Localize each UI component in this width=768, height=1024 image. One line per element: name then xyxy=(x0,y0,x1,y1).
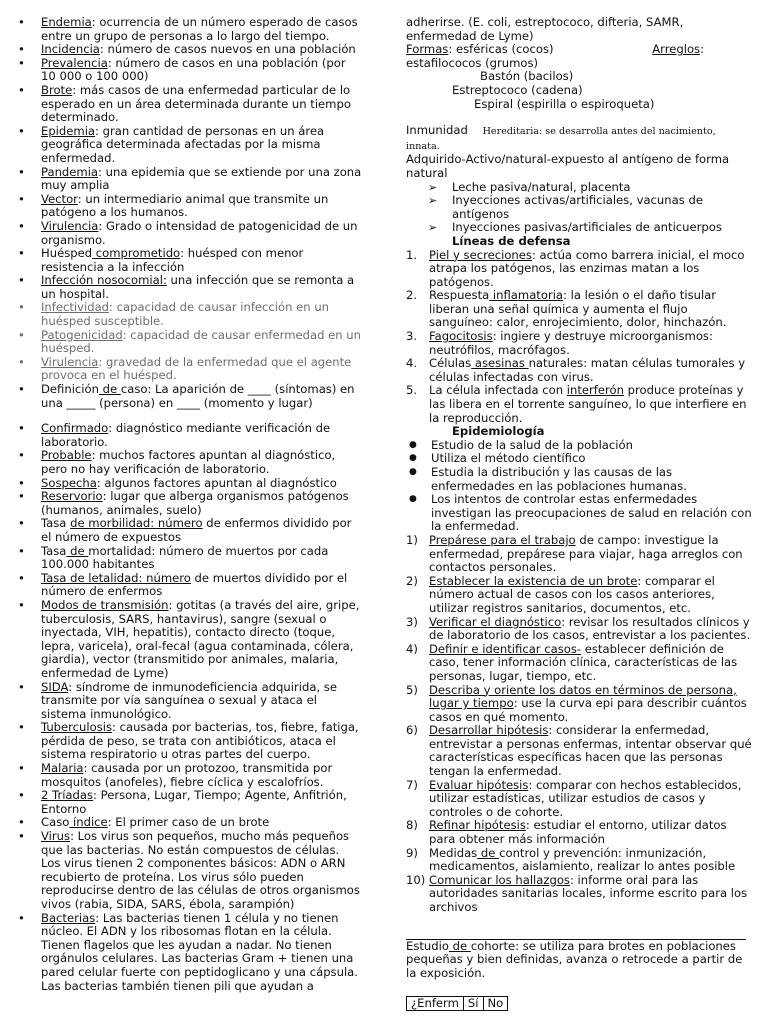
item-term: índice xyxy=(69,815,108,830)
item-term: Refinar hipótesis xyxy=(429,818,526,833)
lineas-heading: Líneas de defensa xyxy=(452,233,571,248)
list-item xyxy=(16,274,362,301)
list-item: ● Utiliza el método científico xyxy=(406,452,752,466)
list-item: ● Estudia la distribución y las causas de las enfermedades en las poblaciones humanas. xyxy=(406,466,752,493)
item-definition: de muertos dividido por el número de enfermos xyxy=(41,570,348,599)
table-cell-si: Sí xyxy=(463,997,483,1011)
outbreak-steps-list xyxy=(406,534,752,915)
item-definition: produce proteínas y las libera en el torrente sanguíneo, lo que interfiere en la reproducción. xyxy=(429,383,747,425)
item-prefix: Tasa xyxy=(41,516,71,531)
item-definition: : Los virus son pequeños, mucho más pequeños que las bacterias. No están compuestos de células. Los virus tienen 2 componentes básicos: ADN o ARN recubierto de proteína. Los virus sólo pueden reproducirse dentro de las células de otros organismos vivos (rabia, SIDA, SARS, ébola, sarampión) xyxy=(41,829,360,911)
item-term: Fagocitosis xyxy=(429,329,493,344)
list-item xyxy=(16,681,362,722)
item-definition: : ingiere y destruye microorganismos: neutrófilos, macrófagos. xyxy=(429,329,713,357)
list-item xyxy=(406,575,752,616)
list-item xyxy=(16,301,362,328)
list-item xyxy=(406,384,752,425)
item-definition: : una epidemia que se extiende por una zona muy amplia xyxy=(41,164,362,193)
cohorte-text: Estudio de cohorte: se utiliza para brotes en poblaciones pequeñas y bien definidas, avanza o retrocede a partir de la exposición. xyxy=(406,938,743,980)
item-term: Probable xyxy=(41,448,92,463)
item-definition: : huésped con menor resistencia a la infección xyxy=(41,246,304,274)
item-prefix: Caso xyxy=(41,815,70,830)
item-definition: : El primer caso de un brote xyxy=(107,815,270,830)
item-number: 10) xyxy=(406,872,426,887)
item-term: Describa y oriente los datos en términos de persona, lugar y tiempo xyxy=(429,682,737,711)
table-cell-enferm: ¿Enferm xyxy=(407,997,464,1011)
item-term: Infección nosocomial: xyxy=(41,273,167,288)
list-item: ➢ Leche pasiva/natural, placenta xyxy=(406,181,752,195)
list-item xyxy=(16,220,362,247)
item-term: comprometido xyxy=(92,246,181,261)
list-item xyxy=(16,830,362,912)
item-term: Comunicar los hallazgos xyxy=(429,872,570,887)
list-item xyxy=(16,193,362,220)
list-item xyxy=(16,816,362,830)
contingency-table xyxy=(406,996,508,1011)
item-prefix: Medidas xyxy=(429,845,478,860)
item-definition: : use la curva epi para describir cuántos casos en qué momento. xyxy=(429,696,747,724)
item-term: Virulencia xyxy=(41,354,99,369)
item-term: de morbilidad: número xyxy=(70,516,203,531)
glossary-list xyxy=(16,16,362,993)
item-definition: : gotitas (a través del aire, gripe, tuberculosis, SARS, hantavirus), sangre (sexual o inyectada, VIH, hepatitis), contacto directo (toque, lepra, varicela), oral-fecal (agua contaminada, cólera, giardia), vector (transmitido por animales, malaria, enfermedad de Lyme) xyxy=(41,597,360,680)
list-item: ➢ Inyecciones activas/artificiales, vacunas de antígenos xyxy=(406,194,752,221)
item-number: 3) xyxy=(406,614,418,629)
list-item xyxy=(16,356,362,383)
item-prefix: Definición xyxy=(41,382,99,397)
list-item xyxy=(406,643,752,684)
item-term: Bacterias xyxy=(41,910,96,925)
item-number: 5) xyxy=(406,682,418,697)
list-item xyxy=(16,329,362,356)
item-term: Verificar el diagnóstico xyxy=(429,614,562,629)
list-item xyxy=(406,847,752,874)
table-cell-no: No xyxy=(483,997,508,1011)
item-definition: de campo: investigue la enfermedad, prepárese para viajar, haga arreglos con contactos personales. xyxy=(429,532,743,575)
item-term: Virulencia xyxy=(41,218,99,233)
list-item xyxy=(16,247,362,274)
list-item xyxy=(16,449,362,476)
item-definition: : algunos factores apuntan al diagnóstico xyxy=(96,475,337,490)
item-definition: establecer definición de caso, tener información clínica, características de las personas, lugar, tiempo, etc. xyxy=(429,641,738,683)
arreglos-text: Arreglos: xyxy=(652,42,704,57)
list-item xyxy=(16,125,362,166)
item-term: Vector xyxy=(41,191,78,206)
item-definition: : Las bacterias tienen 1 célula y no tienen núcleo. El ADN y los ribosomas flotan en la célula. Tienen flagelos que les ayudan a nadar. No tienen orgánulos celulares. Las bacterias Gram + tienen una pared celular fuerte con peptidoglicano y una cápsula. Las bacterias también tienen pili que ayudan a xyxy=(41,910,358,993)
list-item xyxy=(406,357,752,384)
list-item xyxy=(406,874,752,915)
table-row xyxy=(407,997,508,1011)
item-definition: : la lesión o el daño tisular liberan una señal química y aumenta el flujo sanguíneo: calor, enrojecimiento, dolor, hinchazón. xyxy=(429,288,727,330)
item-definition: : diagnóstico mediante verificación de laboratorio. xyxy=(41,421,331,449)
item-definition: : actúa como barrera inicial, el moco atrapa los patógenos, las enzimas matan a los patógenos. xyxy=(429,247,745,289)
item-definition: : revisar los resultados clínicos y de laboratorio de los casos, entrevistar a los pacientes. xyxy=(429,614,751,643)
item-definition: : capacidad de causar enfermedad en un huésped. xyxy=(41,327,361,356)
item-term: SIDA xyxy=(41,679,69,694)
epidemiologia-heading: Epidemiología xyxy=(452,424,545,439)
item-number: 1) xyxy=(406,532,418,547)
item-definition: : causada por un protozoo, transmitida por mosquitos (anofeles), fiebre cíclica y escalofríos. xyxy=(41,761,333,789)
list-item xyxy=(16,422,362,449)
item-prefix: Tasa xyxy=(41,543,67,558)
item-number: 5. xyxy=(406,383,418,398)
item-definition: : informe oral para las autoridades sanitarias locales, informe escrito para los archivos xyxy=(429,872,748,914)
item-number: 4) xyxy=(406,641,418,656)
item-term: Incidencia xyxy=(41,42,100,57)
item-number: 2. xyxy=(406,288,418,303)
item-term: asesinas xyxy=(471,356,529,371)
item-term: interferón xyxy=(566,383,624,398)
item-definition: : lugar que alberga organismos patógenos (humanos, animales, suelo) xyxy=(41,489,349,517)
list-item xyxy=(406,779,752,820)
item-definition: : causada por bacterias, tos, fiebre, fatiga, pérdida de peso, se trata con antibióticos, ataca el sistema respiratorio u otras partes del cuerpo. xyxy=(41,720,359,762)
item-prefix: Huésped xyxy=(41,246,93,261)
item-definition: : gravedad de la enfermedad que el agente provoca en el huésped. xyxy=(41,354,352,383)
item-definition: de enfermos dividido por el número de expuestos xyxy=(41,516,352,544)
list-item xyxy=(16,545,362,572)
list-item xyxy=(16,599,362,681)
item-definition: : más casos de una enfermedad particular de lo esperado en un área determinada durante un tiempo determinado. xyxy=(41,82,351,125)
item-definition: caso: La aparición de ____ (síntomas) en una _____ (persona) en ____ (momento y lugar) xyxy=(41,382,355,410)
espiral-text: Espiral (espirilla o espiroqueta) xyxy=(474,96,655,111)
item-term: Endemia xyxy=(41,15,92,29)
item-term: Pandemia xyxy=(41,164,99,179)
list-item xyxy=(406,289,752,330)
item-definition: : ocurrencia de un número esperado de casos entre un grupo de personas a lo largo del tiempo. xyxy=(41,15,358,43)
list-item xyxy=(406,330,752,357)
item-term: Modos de transmisión xyxy=(41,597,169,612)
item-term: Reservorio xyxy=(41,489,103,504)
estafilococos-text: estafilococos (grumos) xyxy=(406,55,539,70)
item-definition: : Grado o intensidad de patogenicidad de un organismo. xyxy=(41,218,358,247)
adquirido-text: Adquirido-Activo/natural-expuesto al antígeno de forma natural xyxy=(406,152,730,180)
list-item xyxy=(406,724,752,778)
item-term: de xyxy=(66,543,89,558)
item-definition: control y prevención: inmunización, medicamentos, aislamiento, realizar lo antes posible xyxy=(429,845,736,874)
item-term: Establecer la existencia de un brote xyxy=(429,573,638,588)
right-column xyxy=(406,16,752,1011)
item-number: 4. xyxy=(406,356,418,371)
item-definition: mortalidad: número de muertos por cada 100.000 habitantes xyxy=(41,543,329,572)
list-item xyxy=(16,789,362,816)
item-definition: : gran cantidad de personas en un área geográfica determinada afectadas por la misma enfermedad. xyxy=(41,123,325,165)
item-number: 3. xyxy=(406,329,418,344)
inmunidad-line: Inmunidad Hereditaria: se desarrolla antes del nacimiento, innata. xyxy=(406,123,716,152)
item-prefix: La célula infectada con xyxy=(429,383,567,398)
list-item: ● Estudio de la salud de la población xyxy=(406,439,752,453)
item-term: Confirmado xyxy=(41,421,109,436)
item-term: 2 Tríadas xyxy=(41,788,94,803)
item-term: Prevalencia xyxy=(41,55,108,70)
item-definition: : comparar el número actual de casos con los casos anteriores, utilizar registros sanitarios, documentos, etc. xyxy=(429,573,715,615)
item-prefix: Células xyxy=(429,356,472,371)
formas-row xyxy=(406,43,752,57)
list-item xyxy=(16,912,362,994)
item-term: Infectividad xyxy=(41,300,110,315)
left-column xyxy=(16,16,362,993)
epidemiology-list xyxy=(406,439,752,534)
list-item xyxy=(16,721,362,762)
list-item xyxy=(16,84,362,125)
estreptococo-text: Estreptococo (cadena) xyxy=(452,82,583,97)
list-item xyxy=(16,57,362,84)
item-definition: una infección que se remonta a un hospital. xyxy=(41,273,355,301)
list-item xyxy=(16,166,362,193)
item-term: inflamatoria xyxy=(489,288,564,303)
item-term: Brote xyxy=(41,82,73,97)
item-term: Tuberculosis xyxy=(41,720,113,735)
formas-text: Formas: esféricas (cocos) xyxy=(406,42,554,57)
defense-lines-list xyxy=(406,249,752,426)
item-term: Virus xyxy=(41,829,71,844)
item-definition: : muchos factores apuntan al diagnóstico, pero no hay verificación de laboratorio. xyxy=(41,448,336,476)
item-definition: naturales: matan células tumorales y células infectadas con virus. xyxy=(429,356,746,384)
item-definition: : Persona, Lugar, Tiempo; Agente, Anfitrión, Entorno xyxy=(41,788,347,816)
list-item xyxy=(406,534,752,575)
item-number: 7) xyxy=(406,777,418,792)
immunity-list xyxy=(406,181,752,235)
item-term: Patogenicidad xyxy=(41,327,123,342)
item-number: 9) xyxy=(406,845,418,860)
list-item xyxy=(406,684,752,725)
item-term: Evaluar hipótesis xyxy=(429,777,529,792)
list-item: ➢ Inyecciones pasivas/artificiales de anticuerpos xyxy=(406,221,752,235)
item-definition: : número de casos en una población (por 10 000 o 100 000) xyxy=(41,55,346,84)
item-term: de xyxy=(98,382,121,397)
item-number: 1. xyxy=(406,247,418,262)
baston-text: Bastón (bacilos) xyxy=(480,69,574,84)
item-prefix: Respuesta xyxy=(429,288,490,303)
item-term: Malaria xyxy=(41,761,84,776)
list-item xyxy=(16,16,362,43)
list-item xyxy=(406,616,752,643)
list-item: ● Los intentos de controlar estas enfermedades investigan las preocupaciones de salud en relación con la enfermedad. xyxy=(406,493,752,534)
list-item xyxy=(16,572,362,599)
item-definition: : comparar con hechos establecidos, utilizar estadísticas, utilizar estudios de casos y controles o de cohorte. xyxy=(429,777,742,819)
list-item xyxy=(16,383,362,410)
item-number: 8) xyxy=(406,818,418,833)
list-item xyxy=(16,43,362,57)
item-number: 6) xyxy=(406,723,418,738)
list-item xyxy=(16,762,362,789)
item-term: Desarrollar hipótesis xyxy=(429,723,549,738)
item-term: Definir e identificar casos- xyxy=(429,641,582,656)
list-item xyxy=(16,517,362,544)
item-term: Prepárese para el trabajo xyxy=(429,532,576,547)
bacteria-continuation: adherirse. (E. coli, estreptococo, difteria, SAMR, enfermedad de Lyme) xyxy=(406,15,684,43)
item-definition: : síndrome de inmunodeficiencia adquirida, se transmite por vía sanguínea o sexual y ataca el sistema inmunológico. xyxy=(41,679,337,721)
item-definition: : un intermediario animal que transmite un patógeno a los humanos. xyxy=(41,191,329,220)
item-definition: : número de casos nuevos en una población xyxy=(99,42,356,57)
item-term: Sospecha xyxy=(41,475,97,490)
item-term: Epidemia xyxy=(41,123,96,138)
item-definition: : estudiar el entorno, utilizar datos para obtener más información xyxy=(429,818,727,847)
list-item xyxy=(16,477,362,491)
list-item xyxy=(406,249,752,290)
item-term: de xyxy=(477,845,500,860)
list-item xyxy=(406,819,752,846)
item-definition: : considerar la enfermedad, entrevistar a personas enfermas, intentar observar qué características específicas hacen que las personas tengan la enfermedad. xyxy=(429,723,752,779)
item-term: Piel y secreciones xyxy=(429,247,532,262)
item-number: 2) xyxy=(406,573,418,588)
item-term: Tasa de letalidad: número xyxy=(41,570,191,585)
list-item xyxy=(16,490,362,517)
item-definition: : capacidad de causar infección en un huésped susceptible. xyxy=(41,300,330,329)
